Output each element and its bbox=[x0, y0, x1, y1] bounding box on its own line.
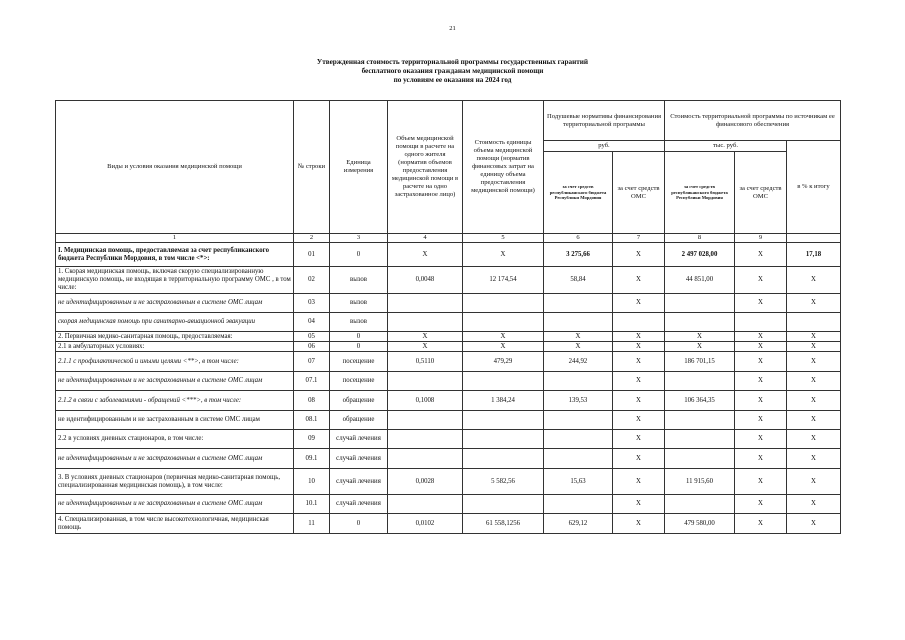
row-cell-no: 08 bbox=[294, 391, 330, 411]
row-cell-c4: 1 384,24 bbox=[463, 391, 544, 411]
title-line-2: бесплатного оказания гражданам медицинской помощи bbox=[361, 67, 544, 75]
row-label: 2.2 в условиях дневных стационаров, в том числе: bbox=[56, 430, 294, 449]
document-title bbox=[0, 58, 905, 85]
row-cell-unit: 0 bbox=[330, 332, 388, 342]
row-cell-no: 03 bbox=[294, 294, 330, 313]
row-cell-c5: 3 275,66 bbox=[544, 243, 613, 267]
table-row bbox=[56, 411, 841, 430]
row-cell-c6: X bbox=[613, 267, 665, 294]
row-label: 2.1.2 в связи с заболеваниями - обращений <***>, в том числе: bbox=[56, 391, 294, 411]
row-cell-unit: случай лечения bbox=[330, 469, 388, 495]
row-cell-c3: 0,0102 bbox=[388, 514, 463, 534]
header-unit-cost: Стоимость единицы объема медицинской помощи (норматив финансовых затрат на единицу объема предоставления медицинской помощи) bbox=[463, 101, 544, 234]
row-cell-c9: X bbox=[787, 391, 841, 411]
row-cell-c4 bbox=[463, 411, 544, 430]
row-cell-c5 bbox=[544, 430, 613, 449]
row-label: 4. Специализированная, в том числе высокотехнологичная, медицинская помощь bbox=[56, 514, 294, 534]
table-row bbox=[56, 495, 841, 514]
header-oms-2: за счет средств ОМС bbox=[735, 152, 787, 234]
row-cell-c6: X bbox=[613, 449, 665, 469]
row-cell-c8: X bbox=[735, 372, 787, 391]
row-cell-c7: X bbox=[665, 332, 735, 342]
col-number: 4 bbox=[388, 234, 463, 243]
row-cell-c8: X bbox=[735, 243, 787, 267]
row-cell-c6: X bbox=[613, 391, 665, 411]
row-cell-c4: X bbox=[463, 243, 544, 267]
row-cell-c9: X bbox=[787, 332, 841, 342]
row-cell-c7: 186 701,15 bbox=[665, 352, 735, 372]
row-cell-c6 bbox=[613, 313, 665, 332]
row-cell-c8: X bbox=[735, 294, 787, 313]
row-cell-c6: X bbox=[613, 372, 665, 391]
col-number: 7 bbox=[613, 234, 665, 243]
row-cell-unit: 0 bbox=[330, 342, 388, 352]
row-cell-c4: 12 174,54 bbox=[463, 267, 544, 294]
row-label: не идентифицированным и не застрахованным в системе ОМС лицам bbox=[56, 372, 294, 391]
row-cell-c6: X bbox=[613, 469, 665, 495]
row-cell-c7 bbox=[665, 449, 735, 469]
row-cell-c9: X bbox=[787, 372, 841, 391]
row-cell-c7: 44 851,00 bbox=[665, 267, 735, 294]
row-cell-unit: вызов bbox=[330, 267, 388, 294]
row-cell-c5: 15,63 bbox=[544, 469, 613, 495]
row-cell-c9: X bbox=[787, 495, 841, 514]
row-label: I. Медицинская помощь, предоставляемая за счет республиканского бюджета Республики Мордовия, в том числе <*>: bbox=[56, 243, 294, 267]
row-cell-c6: X bbox=[613, 352, 665, 372]
row-cell-no: 04 bbox=[294, 313, 330, 332]
row-cell-c4 bbox=[463, 449, 544, 469]
row-cell-c7 bbox=[665, 411, 735, 430]
header-pct: в % к итогу bbox=[787, 141, 841, 234]
row-cell-c4: 61 558,1256 bbox=[463, 514, 544, 534]
row-cell-c8: X bbox=[735, 430, 787, 449]
table-row bbox=[56, 469, 841, 495]
row-cell-c6: X bbox=[613, 495, 665, 514]
row-cell-c5: X bbox=[544, 342, 613, 352]
row-cell-no: 10 bbox=[294, 469, 330, 495]
row-label: не идентифицированным и не застрахованным в системе ОМС лицам bbox=[56, 495, 294, 514]
row-cell-c5 bbox=[544, 411, 613, 430]
row-cell-unit: случай лечения bbox=[330, 430, 388, 449]
header-oms: за счет средств ОМС bbox=[613, 152, 665, 234]
row-cell-c6: X bbox=[613, 243, 665, 267]
table-row bbox=[56, 391, 841, 411]
row-label: не идентифицированным и не застрахованным в системе ОМС лицам bbox=[56, 294, 294, 313]
table-row bbox=[56, 243, 841, 267]
row-label: 1. Скорая медицинская помощь, включая скорую специализированную медицинскую помощь, не входящая в территориальную программу ОМС , в том числе: bbox=[56, 267, 294, 294]
row-cell-c9: X bbox=[787, 449, 841, 469]
row-cell-c3 bbox=[388, 449, 463, 469]
row-cell-unit: вызов bbox=[330, 313, 388, 332]
row-cell-no: 08.1 bbox=[294, 411, 330, 430]
row-cell-c9: X bbox=[787, 342, 841, 352]
col-number: 1 bbox=[56, 234, 294, 243]
row-cell-c8: X bbox=[735, 267, 787, 294]
row-cell-c3: X bbox=[388, 243, 463, 267]
row-cell-unit: обращение bbox=[330, 411, 388, 430]
row-label: 2.1 в амбулаторных условиях: bbox=[56, 342, 294, 352]
row-cell-c5: 244,92 bbox=[544, 352, 613, 372]
row-label: 2.1.1 с профилактической и иными целями <**>, в том числе: bbox=[56, 352, 294, 372]
row-cell-c5 bbox=[544, 495, 613, 514]
row-cell-c3: X bbox=[388, 332, 463, 342]
header-cost-by-source: Стоимость территориальной программы по источникам ее финансового обеспечения bbox=[665, 101, 841, 141]
row-cell-c9 bbox=[787, 313, 841, 332]
row-cell-c4 bbox=[463, 294, 544, 313]
row-cell-c9: X bbox=[787, 267, 841, 294]
title-line-3: по условиям ее оказания на 2024 год bbox=[393, 76, 512, 84]
row-cell-c7: X bbox=[665, 342, 735, 352]
row-cell-c7: 2 497 028,00 bbox=[665, 243, 735, 267]
column-numbers-row bbox=[56, 234, 841, 243]
row-cell-unit: обращение bbox=[330, 391, 388, 411]
row-cell-unit: посещение bbox=[330, 372, 388, 391]
row-cell-c8: X bbox=[735, 342, 787, 352]
table-body bbox=[56, 243, 841, 534]
header-row-no: № строки bbox=[294, 101, 330, 234]
row-cell-c5: 58,84 bbox=[544, 267, 613, 294]
cost-table bbox=[55, 100, 841, 534]
row-cell-c8: X bbox=[735, 495, 787, 514]
row-cell-c3 bbox=[388, 313, 463, 332]
table-row bbox=[56, 352, 841, 372]
row-cell-c7 bbox=[665, 294, 735, 313]
row-cell-c7 bbox=[665, 430, 735, 449]
table-row bbox=[56, 372, 841, 391]
row-cell-c7 bbox=[665, 495, 735, 514]
row-cell-c4 bbox=[463, 372, 544, 391]
table-row bbox=[56, 514, 841, 534]
row-cell-c8: X bbox=[735, 332, 787, 342]
table-row bbox=[56, 313, 841, 332]
header-budget-rm: за счет средств республиканского бюджета Республики Мордовия bbox=[544, 152, 613, 234]
row-cell-c3: 0,1008 bbox=[388, 391, 463, 411]
row-cell-c3 bbox=[388, 495, 463, 514]
row-cell-c3 bbox=[388, 294, 463, 313]
header-volume: Объем медицинской помощи в расчете на одного жителя (норматив объемов предоставления медицинской помощи в расчете на одно застрахованное лицо) bbox=[388, 101, 463, 234]
col-number bbox=[787, 234, 841, 243]
row-cell-no: 09 bbox=[294, 430, 330, 449]
row-cell-c6: X bbox=[613, 411, 665, 430]
header-kind: Виды и условия оказания медицинской помощи bbox=[56, 101, 294, 234]
header-unit: Единица измерения bbox=[330, 101, 388, 234]
col-number: 6 bbox=[544, 234, 613, 243]
row-cell-c3: 0,5110 bbox=[388, 352, 463, 372]
row-label: не идентифицированным и не застрахованным в системе ОМС лицам bbox=[56, 449, 294, 469]
row-cell-c6: X bbox=[613, 514, 665, 534]
row-cell-c6: X bbox=[613, 332, 665, 342]
row-cell-c6: X bbox=[613, 342, 665, 352]
row-cell-c4: X bbox=[463, 332, 544, 342]
row-cell-unit: 0 bbox=[330, 243, 388, 267]
header-thous-rub: тыс. руб. bbox=[665, 141, 787, 152]
row-cell-c5 bbox=[544, 313, 613, 332]
row-cell-no: 01 bbox=[294, 243, 330, 267]
title-line-1: Утвержденная стоимость территориальной программы государственных гарантий bbox=[316, 58, 589, 66]
row-cell-c5 bbox=[544, 372, 613, 391]
table-row bbox=[56, 449, 841, 469]
row-cell-unit: посещение bbox=[330, 352, 388, 372]
row-cell-c3 bbox=[388, 372, 463, 391]
row-cell-c9: X bbox=[787, 469, 841, 495]
row-cell-c5: 629,12 bbox=[544, 514, 613, 534]
table-row bbox=[56, 430, 841, 449]
row-cell-c4 bbox=[463, 430, 544, 449]
row-label: 3. В условиях дневных стационаров (первичная медико-санитарная помощь, специализированная медицинская помощь), в том числе: bbox=[56, 469, 294, 495]
row-cell-c8: X bbox=[735, 469, 787, 495]
row-cell-c9: X bbox=[787, 294, 841, 313]
table-row bbox=[56, 294, 841, 313]
row-cell-no: 11 bbox=[294, 514, 330, 534]
row-cell-no: 05 bbox=[294, 332, 330, 342]
row-label: скорая медицинская помощь при санитарно-авиационной эвакуации bbox=[56, 313, 294, 332]
table-row bbox=[56, 332, 841, 342]
row-cell-c3: X bbox=[388, 342, 463, 352]
table-row bbox=[56, 267, 841, 294]
row-cell-c7 bbox=[665, 372, 735, 391]
row-cell-no: 07 bbox=[294, 352, 330, 372]
row-cell-c9: 17,18 bbox=[787, 243, 841, 267]
row-cell-unit: случай лечения bbox=[330, 449, 388, 469]
row-cell-c3 bbox=[388, 411, 463, 430]
page-number: 21 bbox=[449, 25, 456, 32]
row-cell-no: 06 bbox=[294, 342, 330, 352]
row-cell-c5: 139,53 bbox=[544, 391, 613, 411]
row-cell-c5 bbox=[544, 449, 613, 469]
row-cell-c6: X bbox=[613, 430, 665, 449]
row-cell-c4: 5 582,56 bbox=[463, 469, 544, 495]
row-cell-no: 09.1 bbox=[294, 449, 330, 469]
row-cell-c4: X bbox=[463, 342, 544, 352]
row-cell-c5: X bbox=[544, 332, 613, 342]
row-cell-c3: 0,0048 bbox=[388, 267, 463, 294]
row-label: не идентифицированным и не застрахованным в системе ОМС лицам bbox=[56, 411, 294, 430]
row-cell-c9: X bbox=[787, 352, 841, 372]
row-cell-c8: X bbox=[735, 391, 787, 411]
col-number: 9 bbox=[735, 234, 787, 243]
row-cell-no: 07.1 bbox=[294, 372, 330, 391]
row-cell-unit: вызов bbox=[330, 294, 388, 313]
row-cell-c8: X bbox=[735, 514, 787, 534]
row-cell-c9: X bbox=[787, 411, 841, 430]
row-cell-unit: 0 bbox=[330, 514, 388, 534]
row-cell-c4 bbox=[463, 495, 544, 514]
row-cell-c8: X bbox=[735, 411, 787, 430]
row-cell-c8: X bbox=[735, 449, 787, 469]
row-cell-c4: 479,29 bbox=[463, 352, 544, 372]
header-per-capita: Подушевые нормативы финансирования территориальной программы bbox=[544, 101, 665, 141]
header-budget-rm-2: за счет средств республиканского бюджета Республики Мордовия bbox=[665, 152, 735, 234]
row-cell-c7: 106 364,35 bbox=[665, 391, 735, 411]
row-cell-c6: X bbox=[613, 294, 665, 313]
col-number: 3 bbox=[330, 234, 388, 243]
row-cell-c3: 0,0028 bbox=[388, 469, 463, 495]
row-cell-c7: 11 915,60 bbox=[665, 469, 735, 495]
col-number: 5 bbox=[463, 234, 544, 243]
col-number: 2 bbox=[294, 234, 330, 243]
row-cell-c9: X bbox=[787, 514, 841, 534]
row-cell-c3 bbox=[388, 430, 463, 449]
row-cell-c8: X bbox=[735, 352, 787, 372]
row-cell-c7 bbox=[665, 313, 735, 332]
col-number: 8 bbox=[665, 234, 735, 243]
row-cell-no: 10.1 bbox=[294, 495, 330, 514]
row-cell-c7: 479 580,00 bbox=[665, 514, 735, 534]
row-cell-c5 bbox=[544, 294, 613, 313]
row-cell-c4 bbox=[463, 313, 544, 332]
row-cell-no: 02 bbox=[294, 267, 330, 294]
header-rub: руб. bbox=[544, 141, 665, 152]
row-cell-unit: случай лечения bbox=[330, 495, 388, 514]
row-cell-c9: X bbox=[787, 430, 841, 449]
table-row bbox=[56, 342, 841, 352]
row-cell-c8 bbox=[735, 313, 787, 332]
row-label: 2. Первичная медико-санитарная помощь, предоставляемая: bbox=[56, 332, 294, 342]
